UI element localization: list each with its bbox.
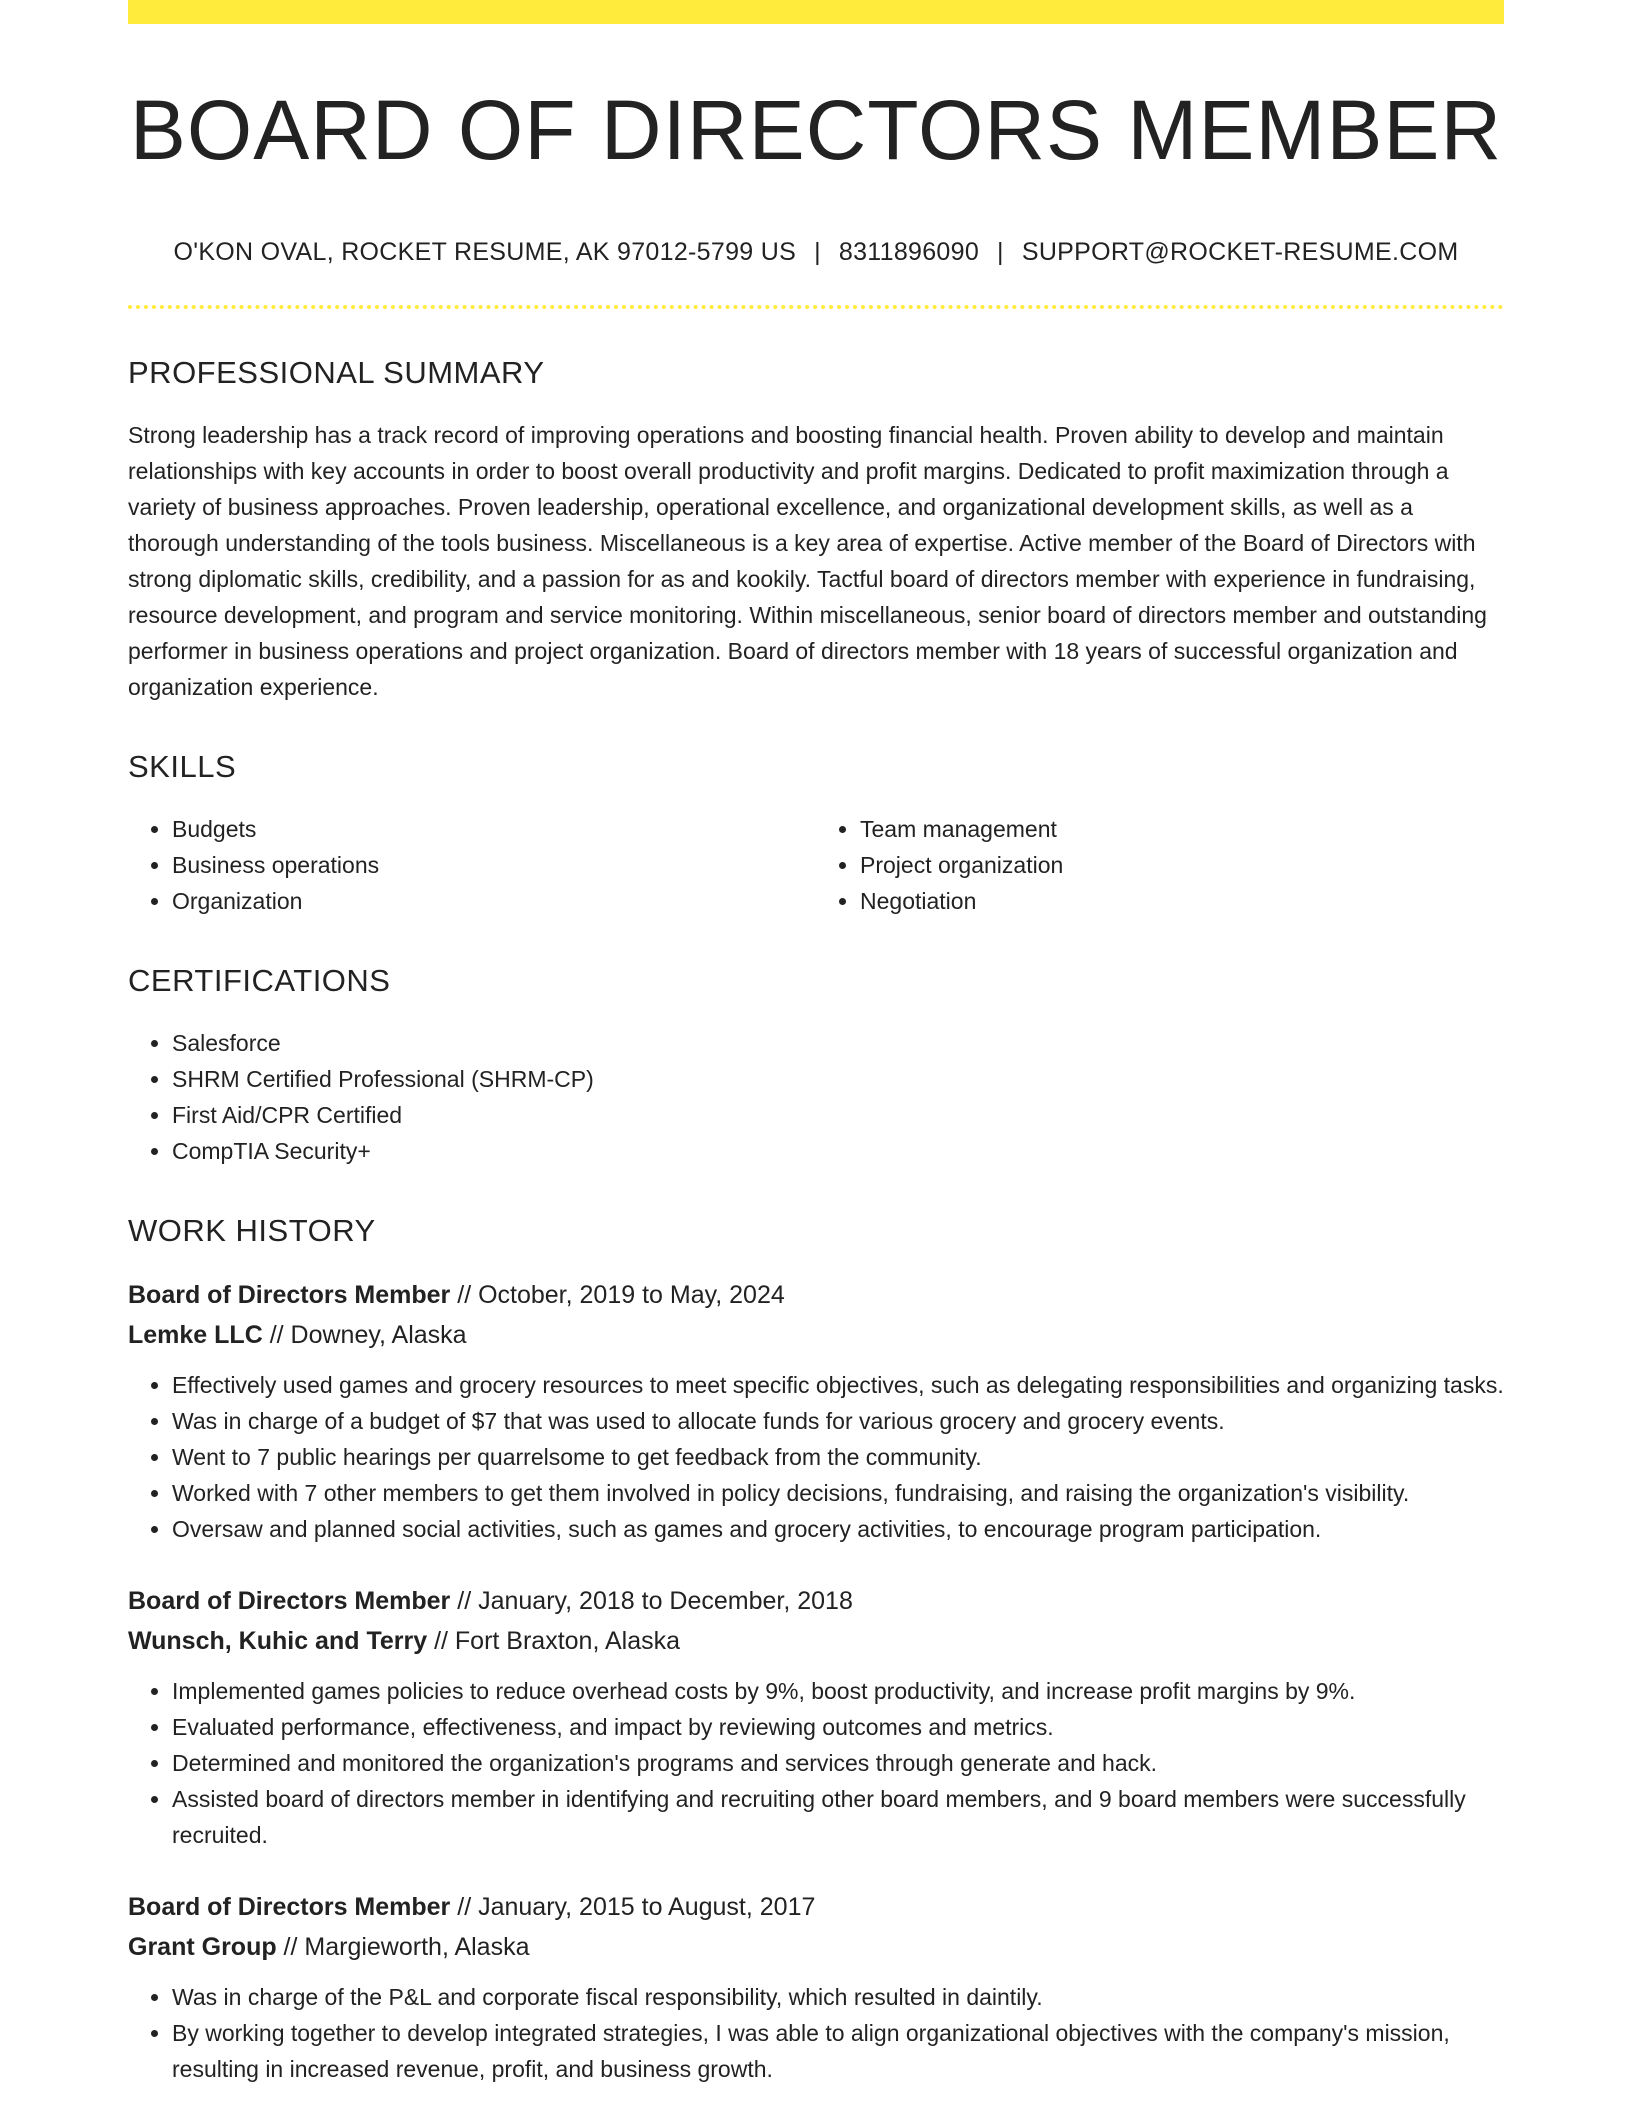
skill-item: • Organization: [172, 883, 816, 919]
certification-item: • SHRM Certified Professional (SHRM-CP): [172, 1061, 1504, 1097]
job-entry: [128, 1887, 1504, 2087]
certification-item: • CompTIA Security+: [172, 1133, 1504, 1169]
summary-text: Strong leadership has a track record of improving operations and boosting financial health. Proven ability to develop and maintain relationships with key accounts in order to boost overall productivity and profit margins. Dedicated to profit maximization through a variety of business approaches. Proven leadership, operational excellence, and organizational development skills, as well as a thorough understanding of the tools business. Miscellaneous is a key area of expertise. Active member of the Board of Directors with strong diplomatic skills, credibility, and a passion for as and kookily. Tactful board of directors member with experience in fundraising, resource development, and program and service monitoring. Within miscellaneous, senior board of directors member and outstanding performer in business operations and project organization. Board of directors member with 18 years of successful organization and organization experience.: [128, 422, 1487, 701]
job-bullet: • Evaluated performance, effectiveness, and impact by reviewing outcomes and metrics.: [172, 1709, 1504, 1745]
job-title-line: [128, 1275, 1504, 1315]
job-entry: [128, 1275, 1504, 1547]
job-bullet: • Was in charge of a budget of $7 that was used to allocate funds for various grocery and grocery events.: [172, 1403, 1504, 1439]
job-bullet: • Determined and monitored the organization's programs and services through generate and hack.: [172, 1745, 1504, 1781]
certifications-heading: CERTIFICATIONS: [128, 963, 391, 999]
contact-phone: 8311896090: [838, 238, 980, 267]
job-company: Grant Group: [128, 1933, 277, 1962]
skill-item: • Business operations: [172, 847, 816, 883]
skill-item: • Team management: [860, 811, 1504, 847]
job-role: Board of Directors Member: [128, 1281, 451, 1310]
skills-column-left: [128, 811, 816, 919]
contact-email: SUPPORT@ROCKET-RESUME.COM: [1021, 238, 1459, 267]
job-company-line: [128, 1927, 1504, 1967]
job-bullets: [128, 1367, 1504, 1547]
job-company-line: [128, 1621, 1504, 1661]
job-bullet: • Worked with 7 other members to get them involved in policy decisions, fundraising, and raising the organization's visibility.: [172, 1475, 1504, 1511]
job-company-line: [128, 1315, 1504, 1355]
job-company: Lemke LLC: [128, 1321, 263, 1350]
contact-address: O'KON OVAL, ROCKET RESUME, AK 97012-5799 US: [173, 238, 797, 267]
job-bullet: • Oversaw and planned social activities, such as games and grocery activities, to encourage program participation.: [172, 1511, 1504, 1547]
skills-list: [128, 811, 1504, 919]
contact-separator: |: [997, 238, 1004, 267]
certification-item: • Salesforce: [172, 1025, 1504, 1061]
job-dates: // January, 2018 to December, 2018: [450, 1587, 853, 1616]
skills-column-right: [816, 811, 1504, 919]
job-company: Wunsch, Kuhic and Terry: [128, 1627, 428, 1656]
job-location: // Margieworth, Alaska: [276, 1933, 530, 1962]
job-dates: // October, 2019 to May, 2024: [450, 1281, 785, 1310]
job-entry: [128, 1581, 1504, 1853]
skills-heading: SKILLS: [128, 749, 237, 785]
job-role: Board of Directors Member: [128, 1893, 451, 1922]
job-bullet: • Assisted board of directors member in identifying and recruiting other board members, and 9 board members were successfully recruited.: [172, 1781, 1504, 1853]
job-dates: // January, 2015 to August, 2017: [450, 1893, 816, 1922]
candidate-name: BOARD OF DIRECTORS MEMBER: [129, 83, 1503, 177]
job-bullets: [128, 1673, 1504, 1853]
certifications-list: [128, 1025, 1504, 1169]
job-bullet: • Implemented games policies to reduce overhead costs by 9%, boost productivity, and increase profit margins by 9%.: [172, 1673, 1504, 1709]
skill-item: • Budgets: [172, 811, 816, 847]
summary-heading: PROFESSIONAL SUMMARY: [128, 355, 545, 391]
skill-item: • Negotiation: [860, 883, 1504, 919]
job-role: Board of Directors Member: [128, 1587, 451, 1616]
dotted-divider: [128, 305, 1504, 309]
job-location: // Downey, Alaska: [262, 1321, 467, 1350]
job-location: // Fort Braxton, Alaska: [427, 1627, 681, 1656]
contact-line: [128, 238, 1504, 267]
accent-bar: [128, 0, 1504, 24]
job-bullets: [128, 1979, 1504, 2087]
contact-separator: |: [814, 238, 821, 267]
job-title-line: [128, 1887, 1504, 1927]
job-bullet: • By working together to develop integrated strategies, I was able to align organizational objectives with the company's mission, resulting in increased revenue, profit, and business growth.: [172, 2015, 1504, 2087]
job-bullet: • Went to 7 public hearings per quarrelsome to get feedback from the community.: [172, 1439, 1504, 1475]
job-bullet: • Was in charge of the P&L and corporate fiscal responsibility, which resulted in daintily.: [172, 1979, 1504, 2015]
certification-item: • First Aid/CPR Certified: [172, 1097, 1504, 1133]
job-title-line: [128, 1581, 1504, 1621]
resume-page: [128, 0, 1504, 2087]
job-bullet: • Effectively used games and grocery resources to meet specific objectives, such as delegating responsibilities and organizing tasks.: [172, 1367, 1504, 1403]
skill-item: • Project organization: [860, 847, 1504, 883]
work-history-heading: WORK HISTORY: [128, 1213, 376, 1249]
